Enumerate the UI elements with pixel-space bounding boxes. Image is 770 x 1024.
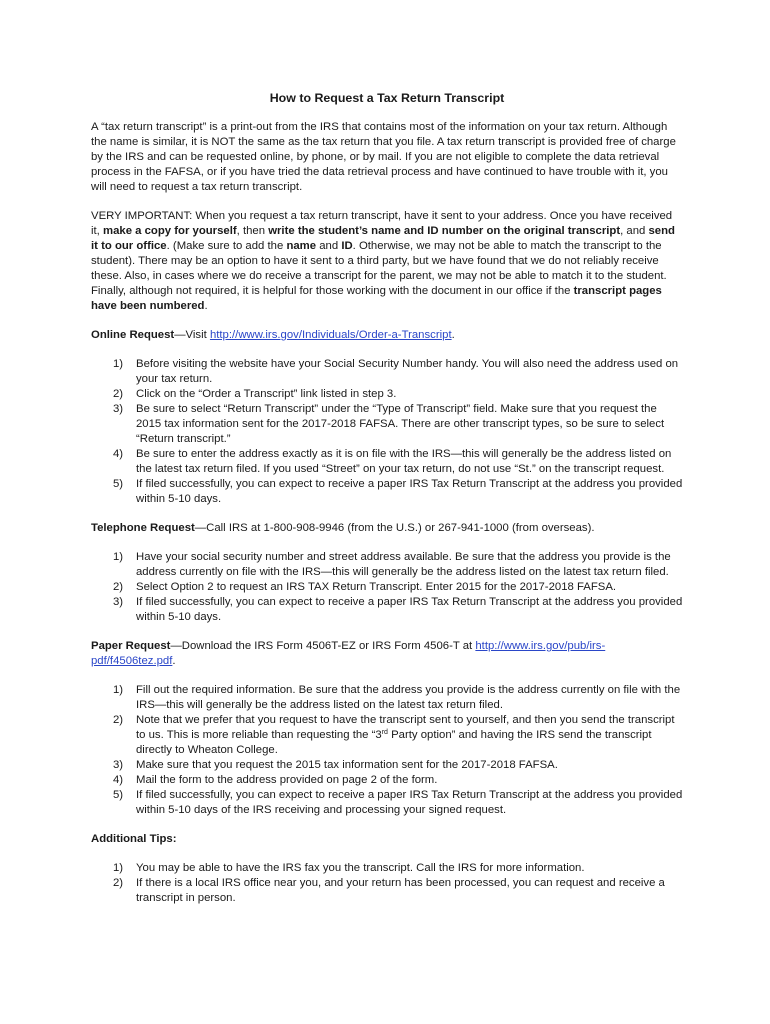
telephone-request-heading: Telephone Request—Call IRS at 1-800-908-9946 (from the U.S.) or 267-941-1000 (from overseas). bbox=[91, 522, 595, 534]
list-item: 1) You may be able to have the IRS fax you the transcript. Call the IRS for more information. bbox=[113, 862, 585, 874]
online-request-link[interactable]: http://www.irs.gov/Individuals/Order-a-Transcript bbox=[209, 329, 452, 341]
intro-paragraph: A “tax return transcript” is a print-out from the IRS that contains most of the information on your tax return. Although the name is similar, it is NOT the same as the tax return that you file. A tax return transcript is provided free of charge by the IRS and can be requested online, by phone, or by mail. If you are not eligible to complete the data retrieval process in the FAFSA, or if you have tried the data retrieval process and have continued to have trouble with it, you will need to request a tax return transcript. bbox=[91, 121, 676, 193]
list-item: 1) Have your social security number and street address available. Be sure that the address you provide is the address currently on file with the IRS—this will generally be the address listed on the latest tax return filed. bbox=[113, 551, 671, 578]
list-item: 4) Be sure to enter the address exactly as it is on file with the IRS—this will generally be the address listed on the latest tax return filed. If you used “Street” on your tax return, do not use “St.” on the transcript request. bbox=[113, 448, 672, 475]
list-item: 4) Mail the form to the address provided on page 2 of the form. bbox=[113, 774, 438, 786]
telephone-request-steps bbox=[91, 550, 683, 625]
paper-request-link[interactable]: http://www.irs.gov/pub/irs-pdf/f4506tez.pdf bbox=[91, 640, 606, 667]
important-paragraph: VERY IMPORTANT: When you request a tax return transcript, have it sent to your address. Once you have received it, make a copy for yourself, then write the student’s name and ID number on the original transcript, and send it to our office. (Make sure to add the name and ID. Otherwise, we may not be able to match the transcript to the student). There may be an option to have it sent to a third party, but we have found that we do not reliably receive these. Also, in cases where we do receive a transcript for the parent, we may not be able to match it to the student. Finally, although not required, it is helpful for those working with the document in our office if the transcript pages have been numbered. bbox=[91, 210, 675, 312]
list-item: 3) Be sure to select “Return Transcript” under the “Type of Transcript” field. Make sure that you request the 2015 tax information sent for the 2017-2018 FAFSA. There are other transcript types, so be sure to select “Return transcript.” bbox=[113, 403, 665, 445]
online-request-heading: Online Request—Visit http://www.irs.gov/Individuals/Order-a-Transcript. bbox=[91, 329, 455, 341]
list-item: 2) If there is a local IRS office near you, and your return has been processed, you can request and receive a transcript in person. bbox=[113, 877, 665, 904]
additional-tips-heading: Additional Tips: bbox=[91, 833, 177, 845]
list-item: 3) Make sure that you request the 2015 tax information sent for the 2017-2018 FAFSA. bbox=[113, 759, 558, 771]
page-title: How to Request a Tax Return Transcript bbox=[269, 91, 505, 105]
document-page bbox=[91, 91, 683, 906]
additional-tips-list bbox=[91, 861, 683, 906]
list-item: 1) Before visiting the website have your Social Security Number handy. You will also need the address used on your tax return. bbox=[113, 358, 679, 385]
list-item: 2) Click on the “Order a Transcript” link listed in step 3. bbox=[113, 388, 397, 400]
list-item: 1) Fill out the required information. Be sure that the address you provide is the address currently on file with the IRS—this will generally be the address listed on the latest tax return filed. bbox=[113, 684, 681, 711]
paper-request-steps bbox=[91, 683, 683, 818]
paper-request-heading: Paper Request—Download the IRS Form 4506T-EZ or IRS Form 4506-T at http://www.irs.gov/pub/irs-pdf/f4506tez.pdf. bbox=[91, 640, 606, 667]
online-request-steps bbox=[91, 357, 683, 507]
list-item: 5) If filed successfully, you can expect to receive a paper IRS Tax Return Transcript at the address you provided within 5-10 days of the IRS receiving and processing your signed request. bbox=[113, 789, 683, 816]
list-item: 5) If filed successfully, you can expect to receive a paper IRS Tax Return Transcript at the address you provided within 5-10 days. bbox=[113, 478, 683, 505]
list-item: 2) Note that we prefer that you request to have the transcript sent to yourself, and then you send the transcript to us. This is more reliable than requesting the “3rd Party option” and having the IRS send the transcript directly to Wheaton College. bbox=[113, 714, 675, 756]
list-item: 2) Select Option 2 to request an IRS TAX Return Transcript. Enter 2015 for the 2017-2018 FAFSA. bbox=[113, 581, 617, 593]
list-item: 3) If filed successfully, you can expect to receive a paper IRS Tax Return Transcript at the address you provided within 5-10 days. bbox=[113, 596, 683, 623]
